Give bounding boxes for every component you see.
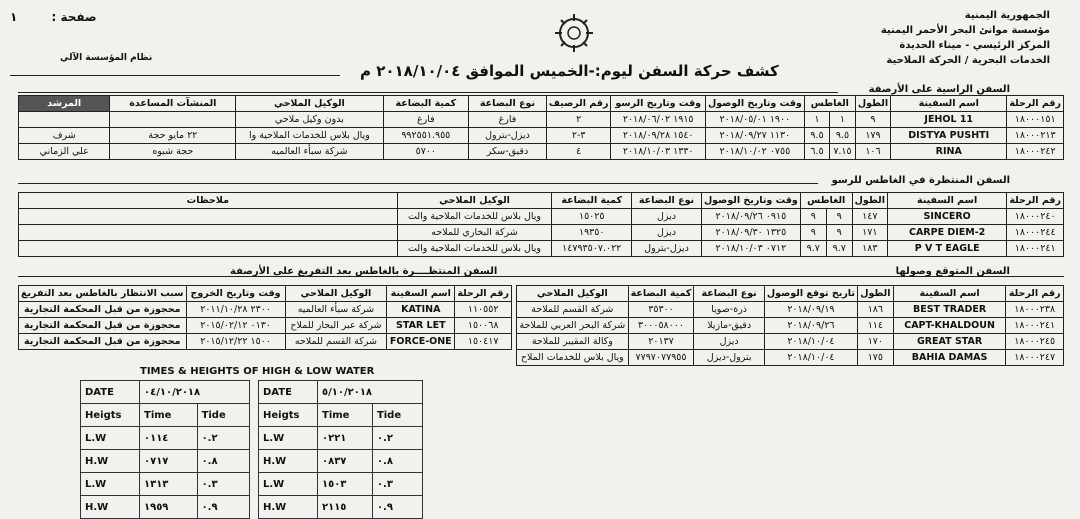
table-row: L.W ٠٢٢١ ٠.٢ [259, 427, 423, 450]
section-title-anchored: السفن المنتظرة في الغاطس للرسو [831, 175, 1010, 186]
table-row: ١٨٠٠٠٢٤٠ SINCERO ١٤٧ ٩ ٩ ٠٩١٥ ٢٠١٨/٠٩/٢٦ ديزل ١٥٠٢٥ ويال بلاس للخدمات الملاحية والت [19, 209, 1064, 225]
table-row: ١٨٠٠٠٢٤٤ CARPE DIEM-2 ١٧١ ٩ ٩ ١٣٢٥ ٢٠١٨/٠٩/٣٠ ديزل ١٩٣٥٠ شركة البخاري للملاحه [19, 225, 1064, 241]
org-line: مؤسسة موانئ البحر الأحمر اليمنية [880, 25, 1050, 36]
table-header-row: رقم الرحلة اسم السفينة الطول الغاطس وقت وتاريخ الوصول نوع البضاعة كمية البضاعة الوكيل الملاحي ملاحظات [19, 193, 1064, 209]
ports-logo-icon [553, 12, 595, 54]
table-header-row: Heigts Time Tide [81, 404, 250, 427]
table-header-row [19, 96, 1064, 112]
anchored-table [18, 192, 1064, 257]
header-cell: نوع البضاعة [469, 96, 547, 112]
header-cell: رقم الرحلة [1007, 96, 1064, 112]
table-row: ١٨٠٠٠٢٤١ P V T EAGLE ١٨٣ ٩.٧ ٩.٧ ٠٧١٢ ٢٠١٨/١٠/٠٣ ديزل-بترول ١٤٧٩٣٥٠٧.٠٢٢ ويال بلاس للخدمات الملاحية والت [19, 241, 1064, 257]
date-label: DATE [81, 381, 140, 404]
table-row: H.W ٠٨٣٧ ٠.٨ [259, 450, 423, 473]
org-line: المركز الرئيسي - ميناء الحديدة [899, 40, 1050, 51]
page-title: كشف حركة السفن ليوم:-الخميس الموافق ٢٠١٨/١٠/٠٤ م [360, 62, 779, 80]
org-line: الجمهورية اليمنية [964, 10, 1050, 21]
table-row: ١٨٠٠٠١٥١ JEHOL 11 ٩ ١ ١ ١٩٠٠ ٢٠١٨/٠٥/٠١ ١٩١٥ ٢٠١٨/٠٦/٠٢ ٢ فارغ فارغ بدون وكيل ملاحي [19, 112, 1064, 128]
system-label: نظام المؤسسة الآلي [60, 53, 153, 63]
waiting-unload-table [18, 285, 512, 350]
tide-table-2 [258, 380, 423, 519]
header-cell: الغاطس [804, 96, 855, 112]
table-row: ١٨٠٠٠٢٣٨ BEST TRADER ١٨٦ ٢٠١٨/٠٩/١٩ ذرة-صويا ٣٥٣٠٠ شركة القسم للملاحة [517, 302, 1064, 318]
header-cell: اسم السفينة [891, 96, 1007, 112]
header-cell: وقت وتاريخ الرسو [611, 96, 706, 112]
org-line: الخدمات البحرية / الحركة الملاحية [886, 55, 1050, 66]
header-cell: الوكيل الملاحي [236, 96, 383, 112]
table-row: H.W ١٩٥٩ ٠.٩ [81, 496, 250, 519]
section-title-waiting: السفن المنتظــــرة بالغاطس بعد التفريغ على الأرصفة [230, 266, 498, 277]
tides-title: TIMES & HEIGHTS OF HIGH & LOW WATER [140, 366, 375, 377]
header-cell: المرشد [19, 96, 110, 112]
table-row: ١٨٠٠٠٢٤٢ RINA ١٠٦ ٧.١٥ ٦.٥ ٠٧٥٥ ٢٠١٨/١٠/٠٢ ١٣٣٠ ٢٠١٨/١٠/٠٣ ٤ دقيق-سكر ٥٧٠٠ شركة سبأء العالميه حجة شبوه علي الزماني [19, 144, 1064, 160]
table-row: ١٨٠٠٠٢٤١ CAPT-KHALDOUN ١١٤ ٢٠١٨/٠٩/٢٦ دقيق-مازيلا ٣٠٠٠٥٨٠٠٠ شركة البحر العربي للملاحة [517, 318, 1064, 334]
table-row: L.W ١٥٠٣ ٠.٣ [259, 473, 423, 496]
table-row: L.W ١٣١٣ ٠.٣ [81, 473, 250, 496]
section-title-berthed: السفن الراسية على الأرصفة [868, 84, 1010, 95]
table-row: ١٨٠٠٠٢٤٥ GREAT STAR ١٧٠ ٢٠١٨/١٠/٠٤ ديزل ٢٠١٣٧ وكالة المقيبر للملاحة [517, 334, 1064, 350]
table-row: L.W ٠١١٤ ٠.٢ [81, 427, 250, 450]
header-cell: الطول [855, 96, 890, 112]
date-label: DATE [259, 381, 318, 404]
berthed-table [18, 95, 1064, 160]
expected-table [516, 285, 1064, 366]
header-cell: كمية البضاعة [383, 96, 469, 112]
tide-table-1 [80, 380, 250, 519]
page-number: صفحة : ١ [10, 10, 97, 24]
tide-date: ٥/١٠/٢٠١٨ [318, 381, 423, 404]
table-header-row: رقم الرحلة اسم السفينة الوكيل الملاحي وقت وتاريخ الخروج سبب الانتظار بالغاطس بعد التفريغ [19, 286, 512, 302]
table-row: ١١٠٥٥٢ KATINA شركة سبأء العالميه ٢٣٠٠ ٢٠١١/١٠/٢٨ محجوزة من قبل المحكمة التجارية [19, 302, 512, 318]
table-row: H.W ٢١١٥ ٠.٩ [259, 496, 423, 519]
header-cell: المنشآت المساعدة [110, 96, 236, 112]
header-cell: رقم الرصيف [546, 96, 611, 112]
tide-date: ٠٤/١٠/٢٠١٨ [140, 381, 250, 404]
table-row: ١٥٠٤١٧ FORCE-ONE شركة القسم للملاحه ١٥٠٠ ٢٠١٥/١٢/٢٢ محجوزة من قبل المحكمة التجارية [19, 334, 512, 350]
table-header-row: رقم الرحلة اسم السفينة الطول تاريخ توقع الوصول نوع البضاعة كمية البضاعة الوكيل الملاحي [517, 286, 1064, 302]
header-cell: وقت وتاريخ الوصول [705, 96, 804, 112]
table-row: H.W ٠٧١٧ ٠.٨ [81, 450, 250, 473]
table-row: ١٥٠٠٦٨ STAR LET شركة عبر البحار للملاح ٠١٣٠ ٢٠١٥/٠٢/١٢ محجوزة من قبل المحكمة التجارية [19, 318, 512, 334]
org-header [881, 8, 1050, 68]
table-row: ١٨٠٠٠٢١٣ DISTYA PUSHTI ١٧٩ ٩.٥ ٩.٥ ١١٣٠ ٢٠١٨/٠٩/٢٧ ١٥٤٠ ٢٠١٨/٠٩/٢٨ ٣-٢ ديزل-بترول ٩٩٢٥٥١.٩٥٥ ويال بلاس للخدمات الملاحية وا ٢٢ مايو حجة شرف [19, 128, 1064, 144]
section-title-expected: السفن المتوقع وصولها [895, 266, 1010, 277]
table-header-row: Heigts Time Tide [259, 404, 423, 427]
table-row: ١٨٠٠٠٢٤٧ BAHIA DAMAS ١٧٥ ٢٠١٨/١٠/٠٤ بترول-ديزل ٧٧٩٧٠٧٧٩٥٥ ويال بلاس للخدمات الملاح [517, 350, 1064, 366]
